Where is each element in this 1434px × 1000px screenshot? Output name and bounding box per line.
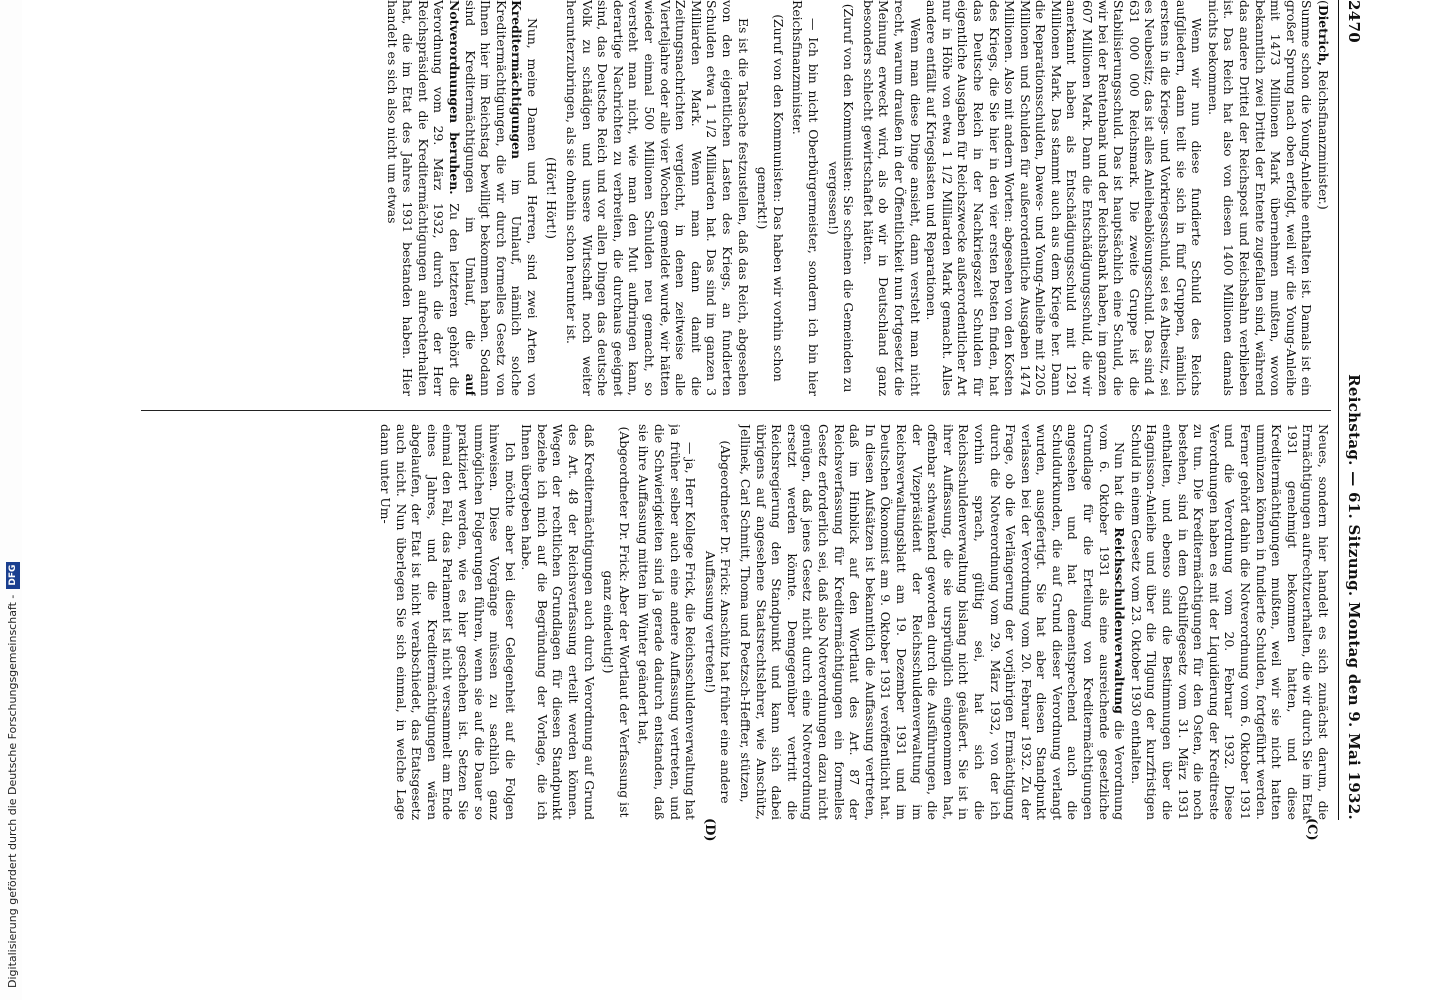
text-run: Zu den letzteren gehört die Verordnung vom 29. März 1932, durch die der Herr Reichspräsident die Kreditermächtigungen aufrechterhalten hat, die im Etat des Jahres 1931 bestanden haben. Hier handelt es sich also nicht um etwas — [384, 0, 462, 396]
speaker-line: (Dietrich, Reichsfinanzminister.) — [1316, 0, 1331, 210]
interjection: (Zuruf von den Kommunisten: Sie scheinen die Gemeinden zu vergessen!) — [825, 3, 857, 393]
interjection: (Abgeordneter Dr. Frick: Anschütz hat früher eine andere Auffassung vertreten!) — [702, 440, 734, 804]
digitization-credit — [2, 18, 24, 988]
text-run: Nun, meine Damen und Herren, sind zwei Arten von — [524, 18, 540, 396]
paragraph — [384, 0, 540, 396]
header-rule — [1338, 0, 1339, 820]
page-content — [123, 0, 1363, 842]
text-run: Nun hat die — [1112, 442, 1128, 528]
interjection: (Hört! Hört!) — [544, 157, 560, 239]
left-column — [131, 0, 1331, 396]
running-head: Reichstag. — 61. Sitzung. Montag den 9. Mai 1932. — [1345, 374, 1363, 820]
paragraph: Neues, sondern hier handelt es sich zunächst darum, die Ermächtigungen aufrechtzuerhalten, die wir durch Sie im Etat 1931 genehmigt bekommen hatten, und diese Kreditermächtigungen mußten, weil wir sie nicht hatten ummünzen können in fundierte Schulden, fortgeführt werden. Ferner gehört dahin die Notverordnung vom 6. Oktober 1931 und die Verordnung vom 20. Februar 1932. Diese Verordnungen haben es mit der Liquidierung der Kreditreste zu tun. Die Kreditermächtigungen für den Osten, die noch bestehen, sind in dem Osthilfegesetz vom 31. März 1931 enthalten, und ebenso sind die Bestimmungen über die Hagnisson-Anleihe und über die Tilgung der kurzfristigen Schuld in einem Gesetz vom 23. Oktober 1930 enthalten. — [1128, 424, 1331, 820]
paragraph: — Ich bin nicht Oberbürgermeister, sondern ich bin hier Reichsfinanzminister. — [790, 0, 821, 396]
margin-marker-c: (C) — [1304, 818, 1319, 841]
speaker-name: Dietrich, — [1316, 4, 1331, 67]
bold-term: auf Notverordnungen beruhen. — [446, 0, 478, 396]
interjection: (Abgeordneter Dr. Frick: Aber der Wortlaut der Verfassung ist ganz eindeutig!) — [601, 426, 632, 818]
interjection: (Zuruf von den Kommunisten: Das haben wir vorhin schon gemerkt!) — [755, 14, 786, 382]
digitization-sidebar — [0, 0, 22, 1000]
right-column — [131, 424, 1331, 820]
paragraph: Summe schon die Young-Anleihe enthalten ist. Damals ist ein großer Sprung nach oben erfolgt, weil wir die Young-Anleihe mit 1473 Millionen Mark übernehmen mußten, wovon bekanntlich zwei Drittel der Entente zugefallen sind, während das andere Drittel der Reichspost und Reichsbahn verblieben ist. Das Reich hat also von diesen 1400 Millionen damals nichts bekommen. — [1205, 0, 1315, 396]
bold-term: Reichsschuldenverwaltung — [1112, 527, 1128, 714]
scanned-page — [123, 0, 1363, 842]
paragraph: — ja, Herr Kollege Frick, die Reichsschuldenverwaltung hat ja früher selber auch eine andere Auffassung vertreten, und die Schwierigkeiten sind ja gerade dadurch entstanden, daß sie ihre Auffassung mitten im Winter geändert hat, — [636, 424, 699, 820]
paragraph: Wenn man diese Dinge ansieht, dann versteht man nicht recht, warum draußen in der Öffentlichkeit nun fortgesetzt die Meinung erweckt wird, als ob wir in Deutschland ganz besonders schlecht gewirtschaftet hätten. — [860, 0, 923, 396]
text-run: die Verordnung vom 6. Oktober 1931 als eine ausreichende gesetzliche Grundlage für die Erteilung von Kreditermächtigungen angesehen und hat dementsprechend auch die Schuldurkunden, die auf Grund dieser Verordnung verlangt wurden, ausgefertigt. Sie hat aber diesen Standpunkt verlassen bei der Verordnung vom 20. Februar 1932. Zu der Frage, ob die Verlängerung der vorjährigen Ermächtigung durch die Notverordnung vom 29. März 1932, von der ich vorhin sprach, gültig sei, hat sich die Reichsschuldenverwaltung bislang nicht geäußert. Sie ist in ihrer Auffassung, die sie ursprünglich eingenommen hat, offenbar schwankend geworden durch die Ausführungen, die der Vizepräsident der Reichsschuldenverwaltung im Reichsverwaltungsblatt am 19. Dezember 1931 und im Deutschen Ökonomist am 9. Oktober 1931 veröffentlicht hat. In diesen Aufsätzen ist bekanntlich die Auffassung vertreten, daß im Hinblick auf den Wortlaut des Art. 87 der Reichsverfassung für Kreditermächtigungen ein formelles Gesetz erforderlich sei, daß also Notverordnungen dazu nicht genügen, daß jenes Gesetz nicht durch eine Notverordnung ersetzt werden könnte. Demgegenüber vertritt die Reichsregierung den Standpunkt und kann sich dabei übrigens auf angesehene Staatsrechtslehrer, wie Anschütz, Jellinek, Carl Schmitt, Thoma und Poetzsch-Heffter, stützen, — [738, 424, 1128, 820]
paragraph — [737, 424, 1127, 820]
margin-marker-d: (D) — [702, 818, 717, 842]
text-run: im Umlauf, nämlich solche Kreditermächtigungen, die wir durch formelles Gesetz von Ihnen hier im Reichstag bewilligt bekommen haben. Sodann sind Kreditermächtigungen im Umlauf, die — [462, 0, 525, 396]
digitization-credit-text: Digitalisierung gefördert durch die Deutsche Forschungsgemeinschaft - — [6, 594, 19, 988]
column-divider — [141, 410, 1331, 411]
bold-term: Kreditermächtigungen — [509, 0, 525, 160]
speaker-role: Reichsfinanzminister.) — [1316, 66, 1331, 210]
paragraph: Wenn wir nun diese fundierte Schuld des Reichs aufgliedern, dann teilt sie sich in fünf Gruppen, nämlich erstens in die Kriegs- und Vorkriegsschuld, sei es Altbesitz, sei es Neubesitz; das ist alles Anleiheablösungsschuld. Das sind 4 631 000 000 Reichsmark. Die zweite Gruppe ist die Stabilisierungsschuld. Das ist hauptsächlich eine Schuld, die wir bei der Rentenbank und der Reichsbank haben, im ganzen 607 Millionen Mark. Dann die Entschädigungsschuld, die wir anerkannt haben als Entschädigungsschuld mit 1291 Millionen Mark. Das stammt auch aus dem Kriege her. Dann die Reparationsschulden, Dawes- und Young-Anleihe mit 2205 Millionen und Schulden für außerordentliche Ausgaben 1474 Millionen. Also mit andern Worten: abgesehen von den Kosten des Kriegs, die Sie hier in den vier ersten Posten finden, hat das Deutsche Reich in der Nachkriegszeit Schulden für eigentliche Ausgaben für Reichszwecke außerordentlicher Art nur in Höhe von etwa 1 1/2 Milliarden Mark gemacht. Alles andere entfällt auf Kriegslasten und Reparationen. — [924, 0, 1205, 396]
dfg-logo: DFG — [6, 562, 20, 589]
page-number: 2470 — [1345, 0, 1363, 43]
paragraph: Ich möchte aber bei dieser Gelegenheit auf die Folgen hinweisen. Diese Vorgänge müssen zu sachlich ganz unmöglichen Folgerungen führen, wenn sie auf die Dauer so praktiziert werden, wie es hier geschehen ist. Setzen Sie einmal den Fall, das Parlament ist nicht versammelt am Ende eines Jahres, und die Kreditermächtigungen wären abgelaufen, der Etat ist nicht verabschiedet, das Etatsgesetz auch nicht. Nun überlegen Sie sich einmal, in welche Lage dann unter Um- — [377, 424, 518, 820]
paragraph: daß Kreditermächtigungen auch durch Verordnung auf Grund des Art. 48 der Reichsverfassung erteilt werden können. Wegen der rechtlichen Grundlagen für diesen Standpunkt beziehe ich mich auf die Begründung der Vorlage, die ich Ihnen übergeben habe. — [519, 424, 597, 820]
page-header — [1337, 0, 1363, 820]
paragraph: Es ist die Tatsache festzustellen, daß das Reich, abgesehen von den eigentlichen Lasten des Kriegs, an fundierten Schulden etwa 1 1/2 Milliarden hat. Das sind im ganzen 3 Milliarden Mark. Wenn man dann damit die Zeitungsnachrichten vergleicht, in denen zeitweise alle Vierteljahre oder alle vier Wochen gemeldet wurde, wir hätten wieder einmal 500 Millionen Schulden neu gemacht, so versteht man nicht, wie man den Mut aufbringen kann, derartige Nachrichten zu verbreiten, die durchaus geeignet sind, das Deutsche Reich und vor allen Dingen das deutsche Volk zu schädigen und unsere Wirtschaft noch weiter herunterzubringen, als sie ohnehin schon herunter ist. — [564, 0, 751, 396]
